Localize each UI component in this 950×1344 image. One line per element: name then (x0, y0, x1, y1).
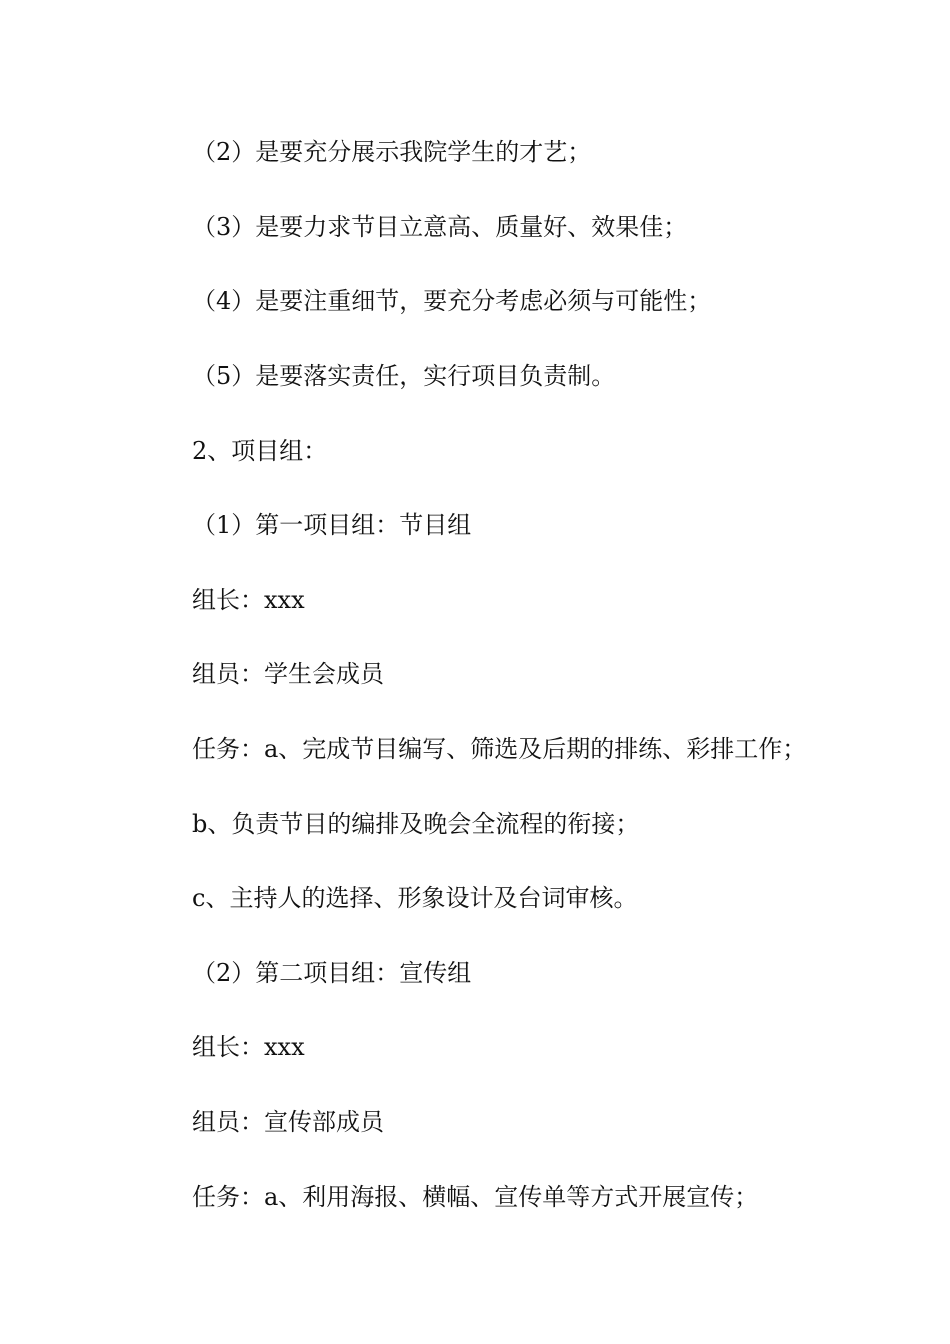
requirement-item-2: （2）是要充分展示我院学生的才艺； (192, 138, 592, 166)
group-1-leader: 组长：xxx (192, 586, 305, 614)
section-heading-project-groups: 2、项目组： (192, 437, 328, 465)
group-1-title: （1）第一项目组：节目组 (192, 511, 472, 539)
group-1-members: 组员：学生会成员 (192, 660, 384, 688)
group-2-leader: 组长：xxx (192, 1033, 305, 1061)
requirement-item-4: （4）是要注重细节，要充分考虑必须与可能性； (192, 287, 712, 315)
requirement-item-3: （3）是要力求节目立意高、质量好、效果佳； (192, 213, 688, 241)
group-2-members: 组员：宣传部成员 (192, 1108, 384, 1136)
group-2-title: （2）第二项目组：宣传组 (192, 959, 472, 987)
group-1-task-b: b、负责节目的编排及晚会全流程的衔接； (192, 810, 640, 838)
group-1-task-a: 任务：a、完成节目编写、筛选及后期的排练、彩排工作； (192, 735, 807, 763)
requirement-item-5: （5）是要落实责任，实行项目负责制。 (192, 362, 616, 390)
group-1-task-c: c、主持人的选择、形象设计及台词审核。 (192, 884, 638, 912)
group-2-task-a: 任务：a、利用海报、横幅、宣传单等方式开展宣传； (192, 1183, 759, 1211)
